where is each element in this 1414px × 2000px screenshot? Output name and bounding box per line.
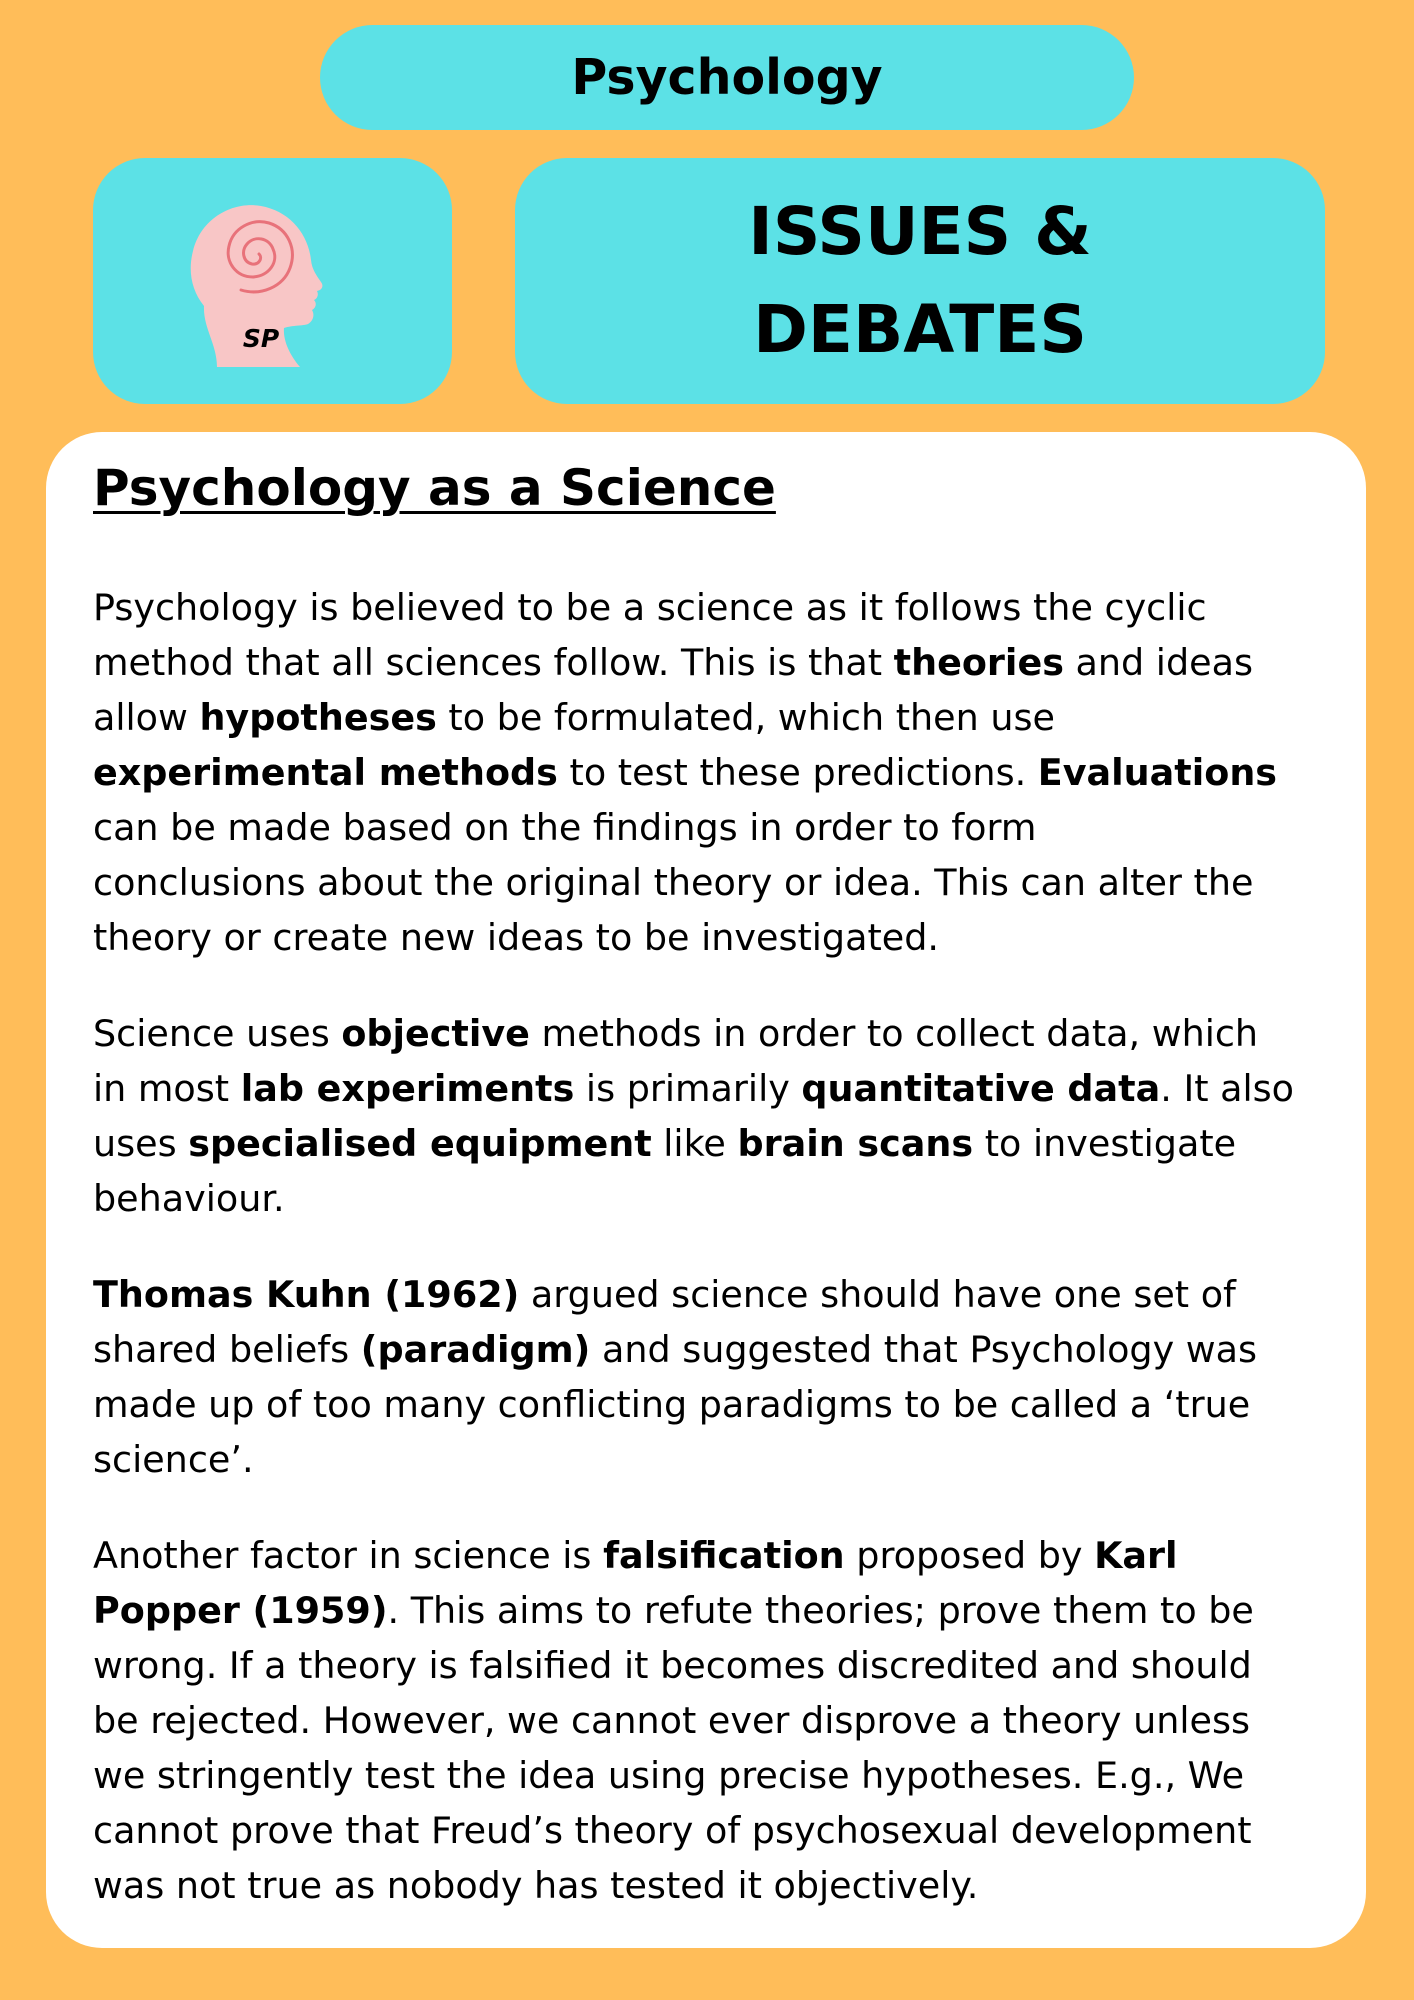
text-line: theory or create new ideas to be investigated. [93, 916, 939, 959]
text-line: in most lab experiments is primarily quantitative data. It also [93, 1067, 1294, 1110]
logo-panel [93, 158, 452, 404]
text-line: can be made based on the findings in order to form [93, 806, 1037, 849]
text-line: behaviour. [93, 1177, 285, 1220]
bold-term: experimental methods [93, 751, 558, 794]
bold-term: Karl [1094, 1534, 1178, 1577]
bold-term: Popper (1959) [93, 1589, 388, 1632]
text-line: Another factor in science is falsification proposed by Karl [93, 1534, 1178, 1577]
text-line: shared beliefs (paradigm) and suggested that Psychology was [93, 1328, 1258, 1371]
bold-term: theories [893, 641, 1064, 684]
text-line: science’. [93, 1438, 254, 1481]
text-line: was not true as nobody has tested it objectively. [93, 1864, 979, 1907]
bold-term: specialised equipment [188, 1122, 652, 1165]
bold-term: falsification [603, 1534, 845, 1577]
paragraph-popper [93, 1528, 1353, 1913]
subject-label: Psychology [571, 49, 883, 106]
bold-term: lab experiments [240, 1067, 575, 1110]
text-line: cannot prove that Freud’s theory of psychosexual development [93, 1809, 1252, 1852]
text-line: we stringently test the idea using precise hypotheses. E.g., We [93, 1754, 1245, 1797]
paragraph-method [93, 580, 1353, 965]
bold-term: Thomas Kuhn (1962) [93, 1273, 520, 1316]
text-line: experimental methods to test these predictions. Evaluations [93, 751, 1278, 794]
title-panel [515, 158, 1325, 404]
text-line: Science uses objective methods in order to collect data, which [93, 1012, 1259, 1055]
bold-term: Evaluations [1037, 751, 1278, 794]
section-heading: Psychology as a Science [93, 459, 776, 517]
paragraph-objective [93, 1006, 1353, 1226]
text-line: conclusions about the original theory or idea. This can alter the [93, 861, 1254, 904]
text-line: Popper (1959). This aims to refute theories; prove them to be [93, 1589, 1254, 1632]
bold-term: brain scans [737, 1122, 974, 1165]
title-line-2: DEBATES [753, 291, 1087, 368]
text-line: made up of too many conflicting paradigms to be called a ‘true [93, 1383, 1251, 1426]
head-spiral-icon [93, 158, 452, 404]
subject-banner [320, 25, 1134, 130]
text-line: be rejected. However, we cannot ever disprove a theory unless [93, 1699, 1251, 1742]
title-line-1: ISSUES & [748, 193, 1092, 270]
text-line: method that all sciences follow. This is that theories and ideas [93, 641, 1253, 684]
logo-initials: SP [242, 324, 280, 353]
text-line: Thomas Kuhn (1962) argued science should have one set of [93, 1273, 1236, 1316]
paragraph-kuhn [93, 1267, 1353, 1487]
bold-term: (paradigm) [360, 1328, 591, 1371]
text-line: allow hypotheses to be formulated, which then use [93, 696, 1055, 739]
text-line: wrong. If a theory is falsified it becomes discredited and should [93, 1644, 1252, 1687]
bold-term: objective [341, 1012, 530, 1055]
text-line: Psychology is believed to be a science as it follows the cyclic [93, 586, 1207, 629]
bold-term: quantitative data [801, 1067, 1161, 1110]
bold-term: hypotheses [199, 696, 437, 739]
text-line: uses specialised equipment like brain scans to investigate [93, 1122, 1237, 1165]
